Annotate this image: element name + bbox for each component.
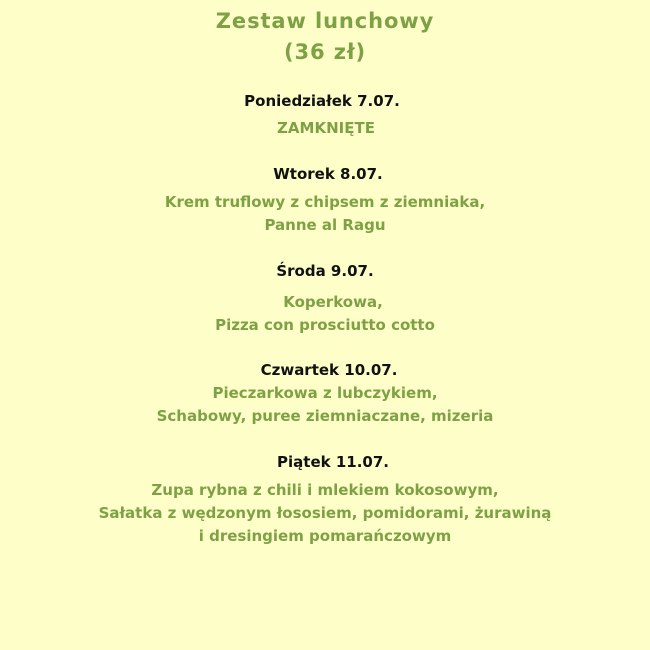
day-heading-friday: Piątek 11.07. [277,453,389,471]
dish-monday-1: ZAMKNIĘTE [277,119,375,137]
dish-tuesday-1: Krem truflowy z chipsem z ziemniaka, [164,193,486,211]
day-heading-tuesday: Wtorek 8.07. [273,165,383,183]
dish-thursday-2: Schabowy, puree ziemniaczane, mizeria [156,407,494,425]
dish-friday-2: Sałatka z wędzonym łososiem, pomidorami, żurawiną [98,504,552,522]
dish-thursday-1: Pieczarkowa z lubczykiem, [212,384,438,402]
dish-friday-3: i dresingiem pomarańczowym [198,527,452,545]
day-heading-thursday: Czwartek 10.07. [260,361,398,379]
menu-price: (36 zł) [283,40,367,64]
dish-wednesday-1: Koperkowa, [283,293,383,311]
dish-tuesday-2: Panne al Ragu [264,216,386,234]
dish-friday-1: Zupa rybna z chili i mlekiem kokosowym, [151,481,499,499]
day-heading-monday: Poniedziałek 7.07. [244,92,400,110]
day-heading-wednesday: Środa 9.07. [276,262,374,280]
dish-wednesday-2: Pizza con prosciutto cotto [215,316,435,334]
menu-title: Zestaw lunchowy [215,9,435,33]
